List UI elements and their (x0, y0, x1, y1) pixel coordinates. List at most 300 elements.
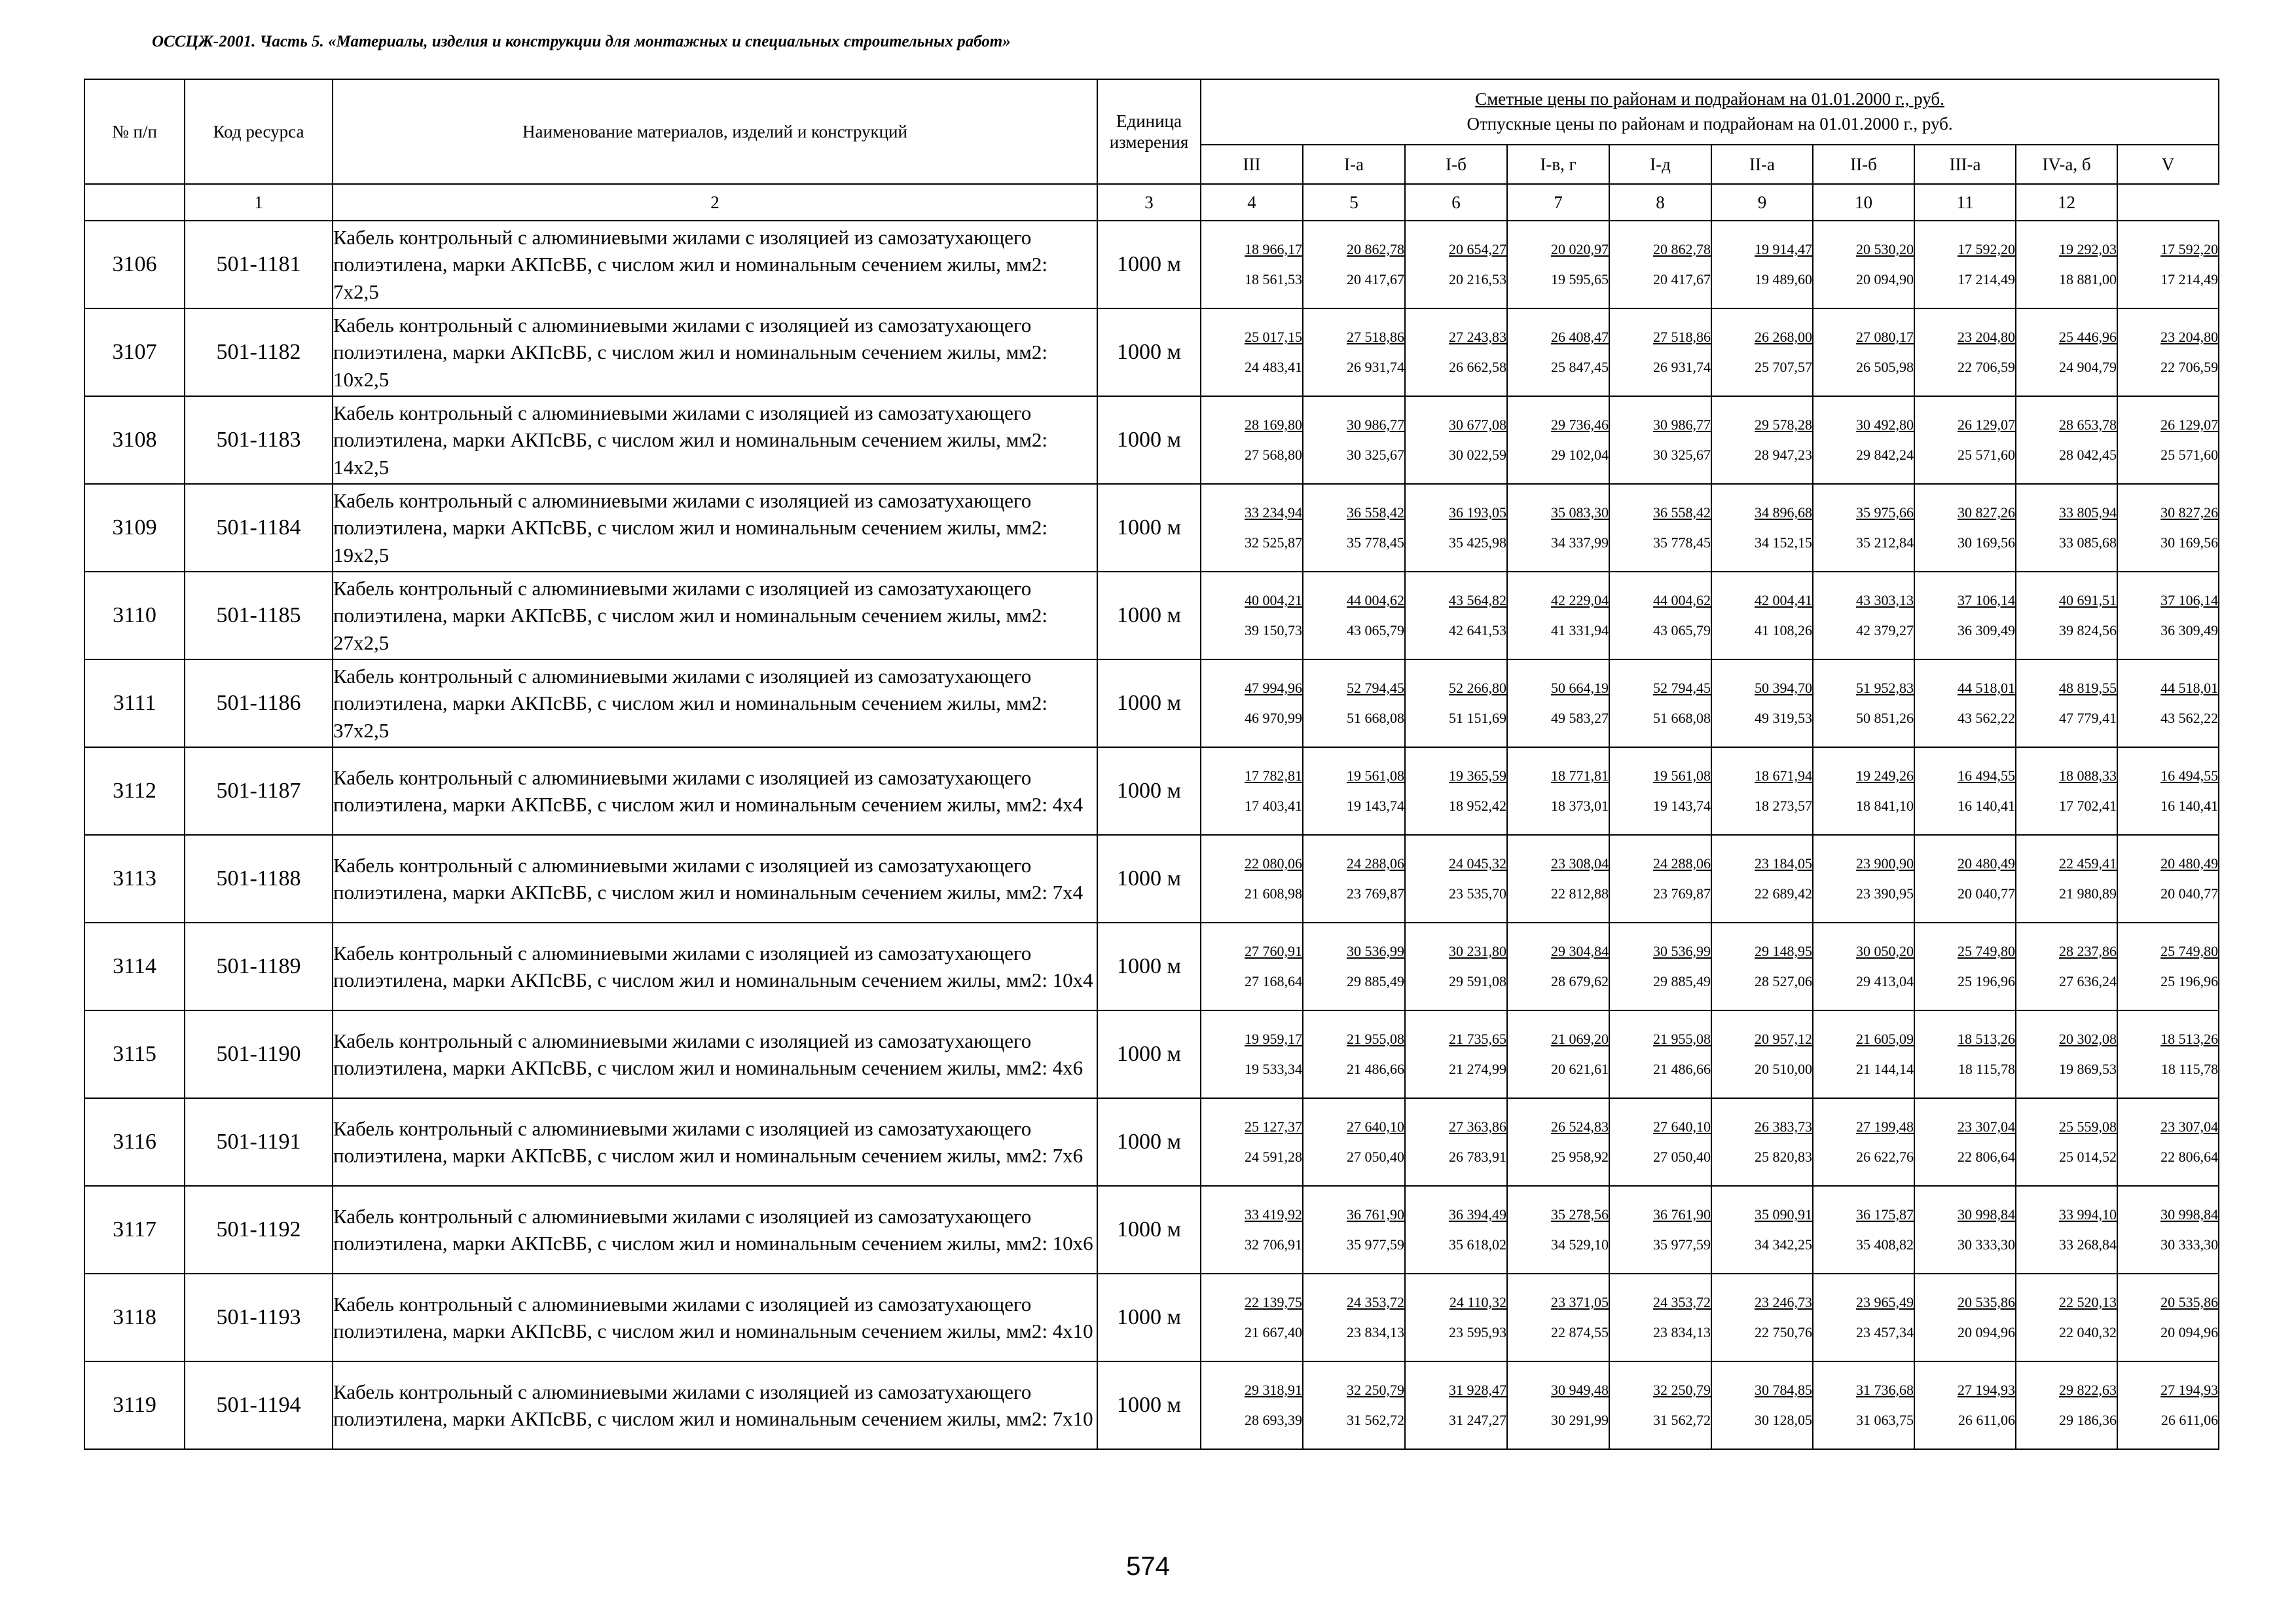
price-cell (2016, 308, 2117, 396)
table-row (84, 221, 2219, 308)
unit: 1000 м (1097, 308, 1201, 396)
release-price: 25 196,96 (2160, 973, 2219, 989)
price-cell (1507, 1186, 1609, 1274)
price-cell (1711, 484, 1813, 572)
resource-code: 501-1190 (185, 1010, 333, 1098)
release-price: 18 273,57 (1755, 798, 1812, 814)
estimated-price: 27 640,10 (1347, 1118, 1404, 1135)
price-cell (1405, 1010, 1507, 1098)
release-price: 24 483,41 (1245, 359, 1302, 375)
estimated-price: 36 193,05 (1449, 504, 1506, 521)
estimated-price: 29 148,95 (1755, 942, 1812, 959)
release-price: 21 667,40 (1245, 1324, 1302, 1340)
price-cell (1201, 484, 1303, 572)
release-price: 39 824,56 (2059, 622, 2117, 638)
estimated-price: 34 896,68 (1755, 504, 1812, 521)
estimated-price: 36 175,87 (1856, 1206, 1914, 1223)
release-price: 17 702,41 (2059, 798, 2117, 814)
estimated-price: 44 004,62 (1653, 591, 1711, 608)
price-cell (1914, 308, 2016, 396)
estimated-price: 36 761,90 (1347, 1206, 1404, 1223)
price-cell (1914, 923, 2016, 1010)
release-price: 34 529,10 (1551, 1236, 1609, 1253)
release-price: 20 040,77 (2160, 885, 2219, 902)
release-price: 49 319,53 (1755, 710, 1812, 726)
price-cell (2117, 1186, 2219, 1274)
estimated-price: 19 561,08 (1347, 767, 1404, 784)
price-cell (1405, 1361, 1507, 1449)
resource-code: 501-1189 (185, 923, 333, 1010)
estimated-price: 19 959,17 (1245, 1030, 1302, 1047)
price-cell (1813, 221, 1914, 308)
row-number: 3106 (84, 221, 185, 308)
header-region: II-а (1711, 145, 1813, 184)
material-name: Кабель контрольный с алюминиевыми жилами с изоляцией из самозатухающего полиэтилена, марки АКПсВБ, с числом жил и номинальным сечением жилы, мм2: 19х2,5 (333, 484, 1097, 572)
price-cell (1201, 747, 1303, 835)
price-cell (1201, 1361, 1303, 1449)
price-cell (1405, 1098, 1507, 1186)
estimated-price: 36 558,42 (1347, 504, 1404, 521)
release-price: 50 851,26 (1856, 710, 1914, 726)
unit: 1000 м (1097, 396, 1201, 484)
estimated-price: 20 535,86 (2160, 1293, 2219, 1310)
estimated-price: 20 302,08 (2059, 1030, 2117, 1047)
release-price: 29 413,04 (1856, 973, 1914, 989)
release-price: 36 309,49 (2160, 622, 2219, 638)
estimated-price: 44 004,62 (1347, 591, 1404, 608)
material-name: Кабель контрольный с алюминиевыми жилами с изоляцией из самозатухающего полиэтилена, марки АКПсВБ, с числом жил и номинальным сечением жилы, мм2: 7х2,5 (333, 221, 1097, 308)
row-number: 3115 (84, 1010, 185, 1098)
estimated-price: 32 250,79 (1347, 1381, 1404, 1398)
release-price: 34 342,25 (1755, 1236, 1812, 1253)
release-price: 17 214,49 (2160, 271, 2219, 287)
estimated-price: 30 677,08 (1449, 416, 1506, 433)
estimated-price: 20 480,49 (2160, 855, 2219, 872)
price-cell (2016, 484, 2117, 572)
release-price: 27 636,24 (2059, 973, 2117, 989)
price-cell (1507, 396, 1609, 484)
release-price: 30 291,99 (1551, 1412, 1609, 1428)
table-row (84, 1274, 2219, 1361)
release-price: 43 562,22 (2160, 710, 2219, 726)
column-number: 6 (1405, 184, 1507, 221)
release-price: 25 958,92 (1551, 1149, 1609, 1165)
estimated-price: 19 561,08 (1653, 767, 1711, 784)
price-cell (1711, 1361, 1813, 1449)
release-price: 17 214,49 (1958, 271, 2015, 287)
price-cell (2016, 396, 2117, 484)
estimated-price: 20 957,12 (1755, 1030, 1812, 1047)
estimated-price: 30 827,26 (1958, 504, 2015, 521)
material-name: Кабель контрольный с алюминиевыми жилами с изоляцией из самозатухающего полиэтилена, марки АКПсВБ, с числом жил и номинальным сечением жилы, мм2: 7х10 (333, 1361, 1097, 1449)
release-price: 29 885,49 (1653, 973, 1711, 989)
estimated-price: 37 106,14 (2160, 591, 2219, 608)
release-price: 35 618,02 (1449, 1236, 1506, 1253)
price-cell (2016, 835, 2117, 923)
column-number: 4 (1201, 184, 1303, 221)
estimated-price: 31 736,68 (1856, 1381, 1914, 1398)
table-row (84, 396, 2219, 484)
release-price: 28 042,45 (2059, 447, 2117, 463)
price-cell (1303, 1361, 1405, 1449)
row-number: 3116 (84, 1098, 185, 1186)
table-header (84, 79, 2219, 221)
price-cell (1507, 1274, 1609, 1361)
estimated-price: 52 794,45 (1347, 679, 1404, 696)
estimated-price: 48 819,55 (2059, 679, 2117, 696)
release-price: 20 094,96 (1958, 1324, 2015, 1340)
price-cell (1813, 572, 1914, 659)
estimated-price: 40 004,21 (1245, 591, 1302, 608)
price-cell (1914, 747, 2016, 835)
unit: 1000 м (1097, 1098, 1201, 1186)
release-price: 29 885,49 (1347, 973, 1404, 989)
price-cell (1609, 308, 1711, 396)
price-cell (1609, 396, 1711, 484)
resource-code: 501-1182 (185, 308, 333, 396)
estimated-price: 28 169,80 (1245, 416, 1302, 433)
row-number: 3117 (84, 1186, 185, 1274)
estimated-price: 18 513,26 (1958, 1030, 2015, 1047)
release-price: 18 841,10 (1856, 798, 1914, 814)
release-price: 33 085,68 (2059, 534, 2117, 551)
release-price: 20 621,61 (1551, 1061, 1609, 1077)
price-cell (1609, 1010, 1711, 1098)
estimated-price: 19 914,47 (1755, 240, 1812, 257)
estimated-price: 24 110,32 (1449, 1293, 1506, 1310)
estimated-price: 16 494,55 (1958, 767, 2015, 784)
release-price: 26 662,58 (1449, 359, 1506, 375)
material-name: Кабель контрольный с алюминиевыми жилами с изоляцией из самозатухающего полиэтилена, марки АКПсВБ, с числом жил и номинальным сечением жилы, мм2: 7х6 (333, 1098, 1097, 1186)
estimated-price: 20 654,27 (1449, 240, 1506, 257)
release-price: 49 583,27 (1551, 710, 1609, 726)
estimated-price: 28 237,86 (2059, 942, 2117, 959)
estimated-price: 18 088,33 (2059, 767, 2117, 784)
price-cell (1609, 747, 1711, 835)
price-cell (2117, 221, 2219, 308)
estimated-price: 42 004,41 (1755, 591, 1812, 608)
header-release-prices: Отпускные цены по районам и подрайонам на 01.01.2000 г., руб. (1467, 114, 1953, 134)
price-cell (1711, 835, 1813, 923)
estimated-price: 26 129,07 (1958, 416, 2015, 433)
release-price: 19 489,60 (1755, 271, 1812, 287)
price-cell (2117, 484, 2219, 572)
estimated-price: 30 827,26 (2160, 504, 2219, 521)
release-price: 19 533,34 (1245, 1061, 1302, 1077)
estimated-price: 16 494,55 (2160, 767, 2219, 784)
release-price: 30 325,67 (1653, 447, 1711, 463)
release-price: 23 769,87 (1347, 885, 1404, 902)
release-price: 25 820,83 (1755, 1149, 1812, 1165)
estimated-price: 23 204,80 (1958, 328, 2015, 345)
estimated-price: 35 090,91 (1755, 1206, 1812, 1223)
release-price: 43 065,79 (1653, 622, 1711, 638)
release-price: 18 881,00 (2059, 271, 2117, 287)
release-price: 26 611,06 (2160, 1412, 2219, 1428)
header-name: Наименование материалов, изделий и конструкций (333, 79, 1097, 184)
release-price: 22 706,59 (1958, 359, 2015, 375)
release-price: 36 309,49 (1958, 622, 2015, 638)
release-price: 35 425,98 (1449, 534, 1506, 551)
release-price: 39 150,73 (1245, 622, 1302, 638)
estimated-price: 29 822,63 (2059, 1381, 2117, 1398)
price-cell (2016, 221, 2117, 308)
release-price: 23 535,70 (1449, 885, 1506, 902)
release-price: 18 115,78 (2160, 1061, 2219, 1077)
release-price: 29 102,04 (1551, 447, 1609, 463)
price-cell (1507, 308, 1609, 396)
estimated-price: 22 520,13 (2059, 1293, 2117, 1310)
row-number: 3108 (84, 396, 185, 484)
price-cell (1507, 484, 1609, 572)
release-price: 20 417,67 (1653, 271, 1711, 287)
resource-code: 501-1193 (185, 1274, 333, 1361)
estimated-price: 27 080,17 (1856, 328, 1914, 345)
column-number: 9 (1711, 184, 1813, 221)
price-cell (1201, 659, 1303, 747)
price-cell (1609, 659, 1711, 747)
price-cell (1609, 1361, 1711, 1449)
estimated-price: 27 199,48 (1856, 1118, 1914, 1135)
release-price: 18 952,42 (1449, 798, 1506, 814)
estimated-price: 22 139,75 (1245, 1293, 1302, 1310)
table-row (84, 747, 2219, 835)
release-price: 24 904,79 (2059, 359, 2117, 375)
price-cell (1914, 572, 2016, 659)
estimated-price: 29 578,28 (1755, 416, 1812, 433)
estimated-price: 21 605,09 (1856, 1030, 1914, 1047)
unit: 1000 м (1097, 659, 1201, 747)
release-price: 20 216,53 (1449, 271, 1506, 287)
estimated-price: 26 129,07 (2160, 416, 2219, 433)
resource-code: 501-1186 (185, 659, 333, 747)
price-cell (1711, 1274, 1813, 1361)
price-cell (1813, 835, 1914, 923)
price-cell (1201, 308, 1303, 396)
price-cell (1303, 1274, 1405, 1361)
release-price: 43 065,79 (1347, 622, 1404, 638)
table-body (84, 221, 2219, 1449)
release-price: 22 806,64 (2160, 1149, 2219, 1165)
price-cell (1813, 484, 1914, 572)
estimated-price: 24 353,72 (1653, 1293, 1711, 1310)
estimated-price: 23 184,05 (1755, 855, 1812, 872)
release-price: 25 571,60 (2160, 447, 2219, 463)
unit: 1000 м (1097, 484, 1201, 572)
estimated-price: 27 760,91 (1245, 942, 1302, 959)
unit: 1000 м (1097, 1010, 1201, 1098)
estimated-price: 30 949,48 (1551, 1381, 1609, 1398)
unit: 1000 м (1097, 747, 1201, 835)
estimated-price: 18 513,26 (2160, 1030, 2219, 1047)
release-price: 30 169,56 (2160, 534, 2219, 551)
estimated-price: 27 518,86 (1653, 328, 1711, 345)
estimated-price: 20 535,86 (1958, 1293, 2015, 1310)
release-price: 32 525,87 (1245, 534, 1302, 551)
resource-code: 501-1183 (185, 396, 333, 484)
price-cell (2016, 572, 2117, 659)
unit: 1000 м (1097, 1361, 1201, 1449)
estimated-price: 25 446,96 (2059, 328, 2117, 345)
column-number-row (84, 184, 2219, 221)
estimated-price: 35 083,30 (1551, 504, 1609, 521)
header-estimated-prices: Сметные цены по районам и подрайонам на 01.01.2000 г., руб. (1475, 89, 1944, 109)
release-price: 28 947,23 (1755, 447, 1812, 463)
header-num: № п/п (84, 79, 185, 184)
estimated-price: 35 975,66 (1856, 504, 1914, 521)
estimated-price: 30 492,80 (1856, 416, 1914, 433)
estimated-price: 27 194,93 (2160, 1381, 2219, 1398)
release-price: 51 151,69 (1449, 710, 1506, 726)
estimated-price: 20 862,78 (1347, 240, 1404, 257)
header-region: IV-а, б (2016, 145, 2117, 184)
estimated-price: 52 266,80 (1449, 679, 1506, 696)
release-price: 31 247,27 (1449, 1412, 1506, 1428)
price-cell (1711, 1010, 1813, 1098)
estimated-price: 36 394,49 (1449, 1206, 1506, 1223)
price-cell (1609, 572, 1711, 659)
release-price: 41 331,94 (1551, 622, 1609, 638)
estimated-price: 29 318,91 (1245, 1381, 1302, 1398)
price-cell (1914, 221, 2016, 308)
row-number: 3110 (84, 572, 185, 659)
table-row (84, 308, 2219, 396)
resource-code: 501-1192 (185, 1186, 333, 1274)
table-row (84, 923, 2219, 1010)
price-cell (1303, 923, 1405, 1010)
release-price: 20 040,77 (1958, 885, 2015, 902)
estimated-price: 30 050,20 (1856, 942, 1914, 959)
header-unit: Единица измерения (1097, 79, 1201, 184)
price-cell (1405, 572, 1507, 659)
table-row (84, 1098, 2219, 1186)
price-cell (1405, 1274, 1507, 1361)
resource-code: 501-1194 (185, 1361, 333, 1449)
price-cell (1914, 396, 2016, 484)
price-cell (1507, 923, 1609, 1010)
price-cell (1711, 659, 1813, 747)
release-price: 35 977,59 (1347, 1236, 1404, 1253)
estimated-price: 27 640,10 (1653, 1118, 1711, 1135)
release-price: 35 778,45 (1347, 534, 1404, 551)
page-number: 574 (1126, 1552, 1170, 1581)
release-price: 22 750,76 (1755, 1324, 1812, 1340)
price-cell (2117, 308, 2219, 396)
price-cell (2117, 1361, 2219, 1449)
column-number: 2 (333, 184, 1097, 221)
release-price: 27 168,64 (1245, 973, 1302, 989)
price-cell (2016, 1098, 2117, 1186)
release-price: 23 834,13 (1347, 1324, 1404, 1340)
release-price: 23 390,95 (1856, 885, 1914, 902)
release-price: 41 108,26 (1755, 622, 1812, 638)
price-cell (2016, 1274, 2117, 1361)
header-region: III (1201, 145, 1303, 184)
release-price: 17 403,41 (1245, 798, 1302, 814)
estimated-price: 19 292,03 (2059, 240, 2117, 257)
price-cell (1201, 923, 1303, 1010)
estimated-price: 36 761,90 (1653, 1206, 1711, 1223)
release-price: 26 622,76 (1856, 1149, 1914, 1165)
release-price: 47 779,41 (2059, 710, 2117, 726)
release-price: 21 274,99 (1449, 1061, 1506, 1077)
release-price: 28 679,62 (1551, 973, 1609, 989)
estimated-price: 33 994,10 (2059, 1206, 2117, 1223)
release-price: 30 169,56 (1958, 534, 2015, 551)
price-cell (1609, 1186, 1711, 1274)
estimated-price: 19 365,59 (1449, 767, 1506, 784)
release-price: 42 379,27 (1856, 622, 1914, 638)
price-cell (1507, 1361, 1609, 1449)
release-price: 26 931,74 (1347, 359, 1404, 375)
price-cell (2016, 747, 2117, 835)
row-number: 3118 (84, 1274, 185, 1361)
column-number-empty (84, 184, 185, 221)
release-price: 30 022,59 (1449, 447, 1506, 463)
price-cell (1914, 1274, 2016, 1361)
material-name: Кабель контрольный с алюминиевыми жилами с изоляцией из самозатухающего полиэтилена, марки АКПсВБ, с числом жил и номинальным сечением жилы, мм2: 7х4 (333, 835, 1097, 923)
header-region: I-д (1609, 145, 1711, 184)
release-price: 26 611,06 (1958, 1412, 2015, 1428)
price-cell (1813, 396, 1914, 484)
material-name: Кабель контрольный с алюминиевыми жилами с изоляцией из самозатухающего полиэтилена, марки АКПсВБ, с числом жил и номинальным сечением жилы, мм2: 27х2,5 (333, 572, 1097, 659)
release-price: 19 595,65 (1551, 271, 1609, 287)
estimated-price: 25 017,15 (1245, 328, 1302, 345)
estimated-price: 25 749,80 (2160, 942, 2219, 959)
release-price: 30 325,67 (1347, 447, 1404, 463)
price-cell (1813, 1010, 1914, 1098)
price-cell (1201, 396, 1303, 484)
price-cell (1405, 308, 1507, 396)
estimated-price: 47 994,96 (1245, 679, 1302, 696)
header-region: V (2117, 145, 2219, 184)
price-cell (1711, 308, 1813, 396)
header-region: I-а (1303, 145, 1405, 184)
estimated-price: 30 536,99 (1653, 942, 1711, 959)
price-cell (1914, 1010, 2016, 1098)
table-row (84, 659, 2219, 747)
unit: 1000 м (1097, 835, 1201, 923)
estimated-price: 21 955,08 (1347, 1030, 1404, 1047)
estimated-price: 37 106,14 (1958, 591, 2015, 608)
release-price: 19 143,74 (1653, 798, 1711, 814)
row-number: 3112 (84, 747, 185, 835)
price-cell (1711, 1186, 1813, 1274)
estimated-price: 24 288,06 (1347, 855, 1404, 872)
release-price: 16 140,41 (1958, 798, 2015, 814)
estimated-price: 24 045,32 (1449, 855, 1506, 872)
estimated-price: 20 530,20 (1856, 240, 1914, 257)
price-cell (2117, 1010, 2219, 1098)
price-cell (1914, 659, 2016, 747)
unit: 1000 м (1097, 221, 1201, 308)
estimated-price: 23 965,49 (1856, 1293, 1914, 1310)
release-price: 25 847,45 (1551, 359, 1609, 375)
release-price: 28 693,39 (1245, 1412, 1302, 1428)
estimated-price: 31 928,47 (1449, 1381, 1506, 1398)
estimated-price: 22 459,41 (2059, 855, 2117, 872)
price-cell (1609, 1098, 1711, 1186)
table-row (84, 1186, 2219, 1274)
release-price: 28 527,06 (1755, 973, 1812, 989)
release-price: 25 707,57 (1755, 359, 1812, 375)
table-row (84, 1361, 2219, 1449)
material-name: Кабель контрольный с алюминиевыми жилами с изоляцией из самозатухающего полиэтилена, марки АКПсВБ, с числом жил и номинальным сечением жилы, мм2: 4х6 (333, 1010, 1097, 1098)
estimated-price: 27 243,83 (1449, 328, 1506, 345)
price-cell (1201, 1010, 1303, 1098)
price-cell (1303, 308, 1405, 396)
release-price: 26 931,74 (1653, 359, 1711, 375)
